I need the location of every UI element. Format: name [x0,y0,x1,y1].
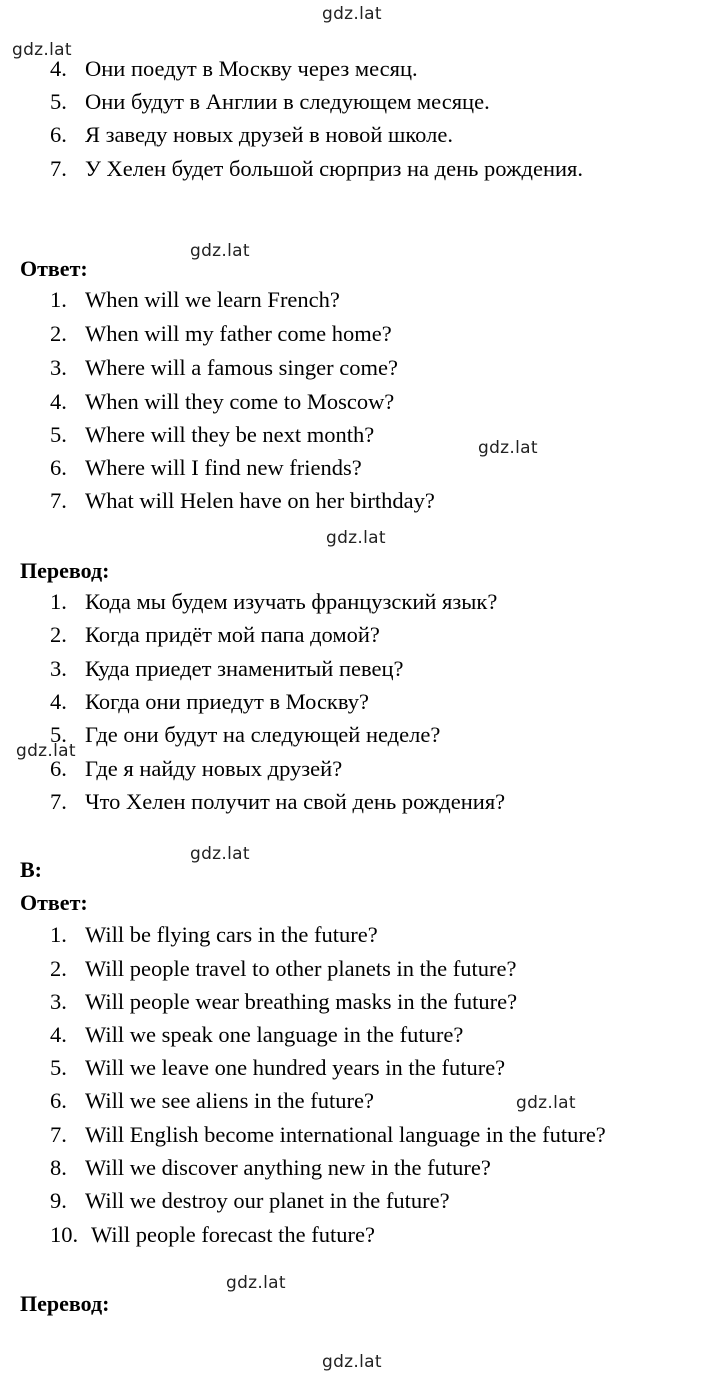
list-item: 5. Will we leave one hundred years in the future? [50,1055,506,1080]
list-item: 7. Will English become international language in the future? [50,1122,606,1147]
list-item: 3. Where will a famous singer come? [50,355,399,380]
list-item: 1. When will we learn French? [50,287,340,312]
list-item: 6. Я заведу новых друзей в новой школе. [50,122,453,147]
list-item: 6. Will we see aliens in the future? [50,1088,374,1113]
watermark: gdz.lat [478,438,538,458]
list-item: 1. Кода мы будем изучать французский язык? [50,589,498,614]
list-item: 6. Где я найду новых друзей? [50,756,343,781]
answer-heading: Ответ: [20,890,88,915]
list-item: 4. Они поедут в Москву через месяц. [50,56,418,81]
list-item: 2. When will my father come home? [50,321,392,346]
watermark: gdz.lat [190,844,250,864]
watermark: gdz.lat [12,40,72,60]
list-item: 7. What will Helen have on her birthday? [50,488,435,513]
watermark: gdz.lat [322,4,382,24]
watermark: gdz.lat [322,1352,382,1372]
list-item: 7. У Хелен будет большой сюрприз на день рождения. [50,156,583,181]
list-item: 7. Что Хелен получит на свой день рождения? [50,789,506,814]
answer-heading: Ответ: [20,256,88,281]
list-item: 1. Will be flying cars in the future? [50,922,378,947]
translation-heading: Перевод: [20,1291,110,1316]
list-item: 4. Когда они приедут в Москву? [50,689,369,714]
section-b-heading: B: [20,857,42,882]
watermark: gdz.lat [16,741,76,761]
list-item: 8. Will we discover anything new in the future? [50,1155,491,1180]
list-item: 10. Will people forecast the future? [50,1222,375,1247]
list-item: 5. Они будут в Англии в следующем месяце. [50,89,490,114]
list-item: 6. Where will I find new friends? [50,455,362,480]
watermark: gdz.lat [190,241,250,261]
list-item: 9. Will we destroy our planet in the future? [50,1188,450,1213]
list-item: 4. When will they come to Moscow? [50,389,395,414]
translation-heading: Перевод: [20,558,110,583]
list-item: 3. Куда приедет знаменитый певец? [50,656,404,681]
watermark: gdz.lat [226,1273,286,1293]
list-item: 5. Где они будут на следующей неделе? [50,722,441,747]
list-item: 3. Will people wear breathing masks in the future? [50,989,518,1014]
list-item: 2. Will people travel to other planets in the future? [50,956,517,981]
list-item: 2. Когда придёт мой папа домой? [50,622,380,647]
list-item: 4. Will we speak one language in the future? [50,1022,464,1047]
watermark: gdz.lat [516,1093,576,1113]
list-item: 5. Where will they be next month? [50,422,375,447]
watermark: gdz.lat [326,528,386,548]
